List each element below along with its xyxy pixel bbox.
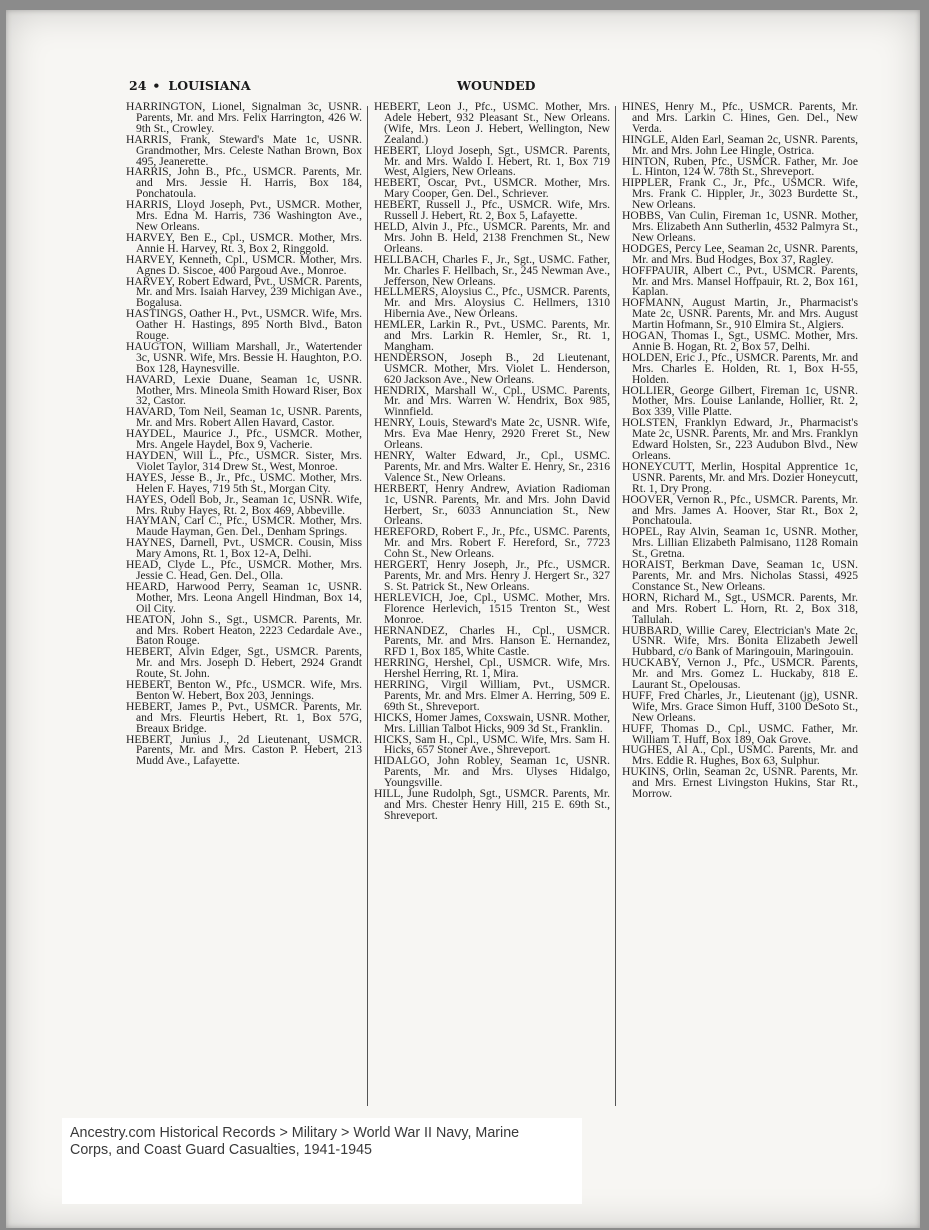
casualty-entry: HEBERT, Russell J., Pfc., USMCR. Wife, Mrs. Russell J. Hebert, Rt. 2, Box 5, Lafayette. xyxy=(374,198,610,223)
casualty-entry: HERGERT, Henry Joseph, Jr., Pfc., USMCR. Parents, Mr. and Mrs. Henry J. Hergert Sr., 327 S. St. Patrick St., New Orleans. xyxy=(374,558,610,593)
casualty-entry: HENRY, Walter Edward, Jr., Cpl., USMC. Parents, Mr. and Mrs. Walter E. Henry, Sr., 2316 Valence St., New Orleans. xyxy=(374,449,610,484)
casualty-entry: HARVEY, Robert Edward, Pvt., USMCR. Parents, Mr. and Mrs. Isaiah Harvey, 239 Michigan Ave., Bogalusa. xyxy=(126,274,362,310)
column-3 xyxy=(622,102,858,1112)
source-caption xyxy=(62,1118,582,1204)
casualty-entry: HELLMERS, Aloysius C., Pfc., USMCR. Parents, Mr. and Mrs. Aloysius C. Hellmers, 1310 Hibernia Ave., New Orleans. xyxy=(374,285,610,321)
casualty-entry: HEREFORD, Robert F., Jr., Pfc., USMC. Parents, Mr. and Mrs. Robert F. Hereford, Sr., 7723 Cohn St., New Orleans. xyxy=(374,525,610,561)
casualty-entry: HARVEY, Kenneth, Cpl., USMCR. Mother, Mrs. Agnes D. Siscoe, 400 Pargoud Ave., Monroe. xyxy=(126,252,362,277)
casualty-entry: HOBBS, Van Culin, Fireman 1c, USNR. Mother, Mrs. Elizabeth Ann Sutherlin, 4532 Palmyra St., New Orleans. xyxy=(622,209,858,244)
casualty-entry: HILL, June Rudolph, Sgt., USMCR. Parents, Mr. and Mrs. Chester Henry Hill, 215 E. 69th St., Shreveport. xyxy=(374,787,610,822)
casualty-entry: HEBERT, Junius J., 2d Lieutenant, USMCR. Parents, Mr. and Mrs. Caston P. Hebert, 213 Mudd Ave., Lafayette. xyxy=(126,732,362,768)
casualty-entry: HENDRIX, Marshall W., Cpl., USMC. Parents, Mr. and Mrs. Warren W. Hendrix, Box 985, Winnfield. xyxy=(374,383,610,419)
casualty-entry: HONEYCUTT, Merlin, Hospital Apprentice 1c, USNR. Parents, Mr. and Mrs. Dozier Honeycutt, Rt. 1, Dry Prong. xyxy=(622,459,858,495)
casualty-entry: HUKINS, Orlin, Seaman 2c, USNR. Parents, Mr. and Mrs. Ernest Livingston Hukins, Star Rt., Morrow. xyxy=(622,765,858,801)
casualty-entry: HOOVER, Vernon R., Pfc., USMCR. Parents, Mr. and Mrs. James A. Hoover, Star Rt., Box 2, Ponchatoula. xyxy=(622,492,858,528)
casualty-entry: HINGLE, Alden Earl, Seaman 2c, USNR. Parents, Mr. and Mrs. John Lee Hingle, Ostrica. xyxy=(622,132,858,157)
casualty-entry: HEBERT, Benton W., Pfc., USMCR. Wife, Mrs. Benton W. Hebert, Box 203, Jennings. xyxy=(126,678,362,702)
casualty-entry: HARRIS, John B., Pfc., USMCR. Parents, Mr. and Mrs. Jessie H. Harris, Box 184, Ponchatoula. xyxy=(126,165,362,201)
section-heading: WOUNDED xyxy=(457,78,536,93)
column-divider xyxy=(615,106,616,1106)
casualty-entry: HUBBARD, Willie Carey, Electrician's Mate 2c, USNR. Wife, Mrs. Bonita Elizabeth Jewell Hubbard, c/o Bank of Maringouin, Maringouin. xyxy=(622,623,858,659)
casualty-entry: HIPPLER, Frank C., Jr., Pfc., USMCR. Wife, Mrs. Frank C. Hippler, Jr., 3023 Burdette St., New Orleans. xyxy=(622,176,858,212)
casualty-entry: HIDALGO, John Robley, Seaman 1c, USNR. Parents, Mr. and Mrs. Ulyses Hidalgo, Youngsville. xyxy=(374,754,610,790)
casualty-entry: HERRING, Hershel, Cpl., USMCR. Wife, Mrs. Hershel Herring, Rt. 1, Mira. xyxy=(374,656,610,681)
casualty-entry: HASTINGS, Oather H., Pvt., USMCR. Wife, Mrs. Oather H. Hastings, 895 North Blvd., Baton Rouge. xyxy=(126,307,362,343)
column-2 xyxy=(374,102,610,1112)
casualty-entry: HUFF, Thomas D., Cpl., USMC. Father, Mr. William T. Huff, Box 189, Oak Grove. xyxy=(622,721,858,746)
casualty-entry: HARVEY, Ben E., Cpl., USMCR. Mother, Mrs. Annie H. Harvey, Rt. 3, Box 2, Ringgold. xyxy=(126,230,362,255)
casualty-entry: HUGHES, Al A., Cpl., USMC. Parents, Mr. and Mrs. Eddie R. Hughes, Box 63, Sulphur. xyxy=(622,743,858,768)
casualty-entry: HARRIS, Frank, Steward's Mate 1c, USNR. Grandmother, Mrs. Celeste Nathan Brown, Box 495, Jeanerette. xyxy=(126,132,362,168)
casualty-entry: HAVARD, Lexie Duane, Seaman 1c, USNR. Mother, Mrs. Mineola Smith Howard Riser, Box 32, Castor. xyxy=(126,372,362,408)
casualty-entry: HARRINGTON, Lionel, Signalman 3c, USNR. Parents, Mr. and Mrs. Felix Harrington, 426 W. 9th St., Crowley. xyxy=(126,102,362,135)
casualty-entry: HEBERT, Lloyd Joseph, Sgt., USMCR. Parents, Mr. and Mrs. Waldo I. Hebert, Rt. 1, Box 719 West, Algiers, New Orleans. xyxy=(374,143,610,179)
state-name: LOUISIANA xyxy=(168,78,251,93)
casualty-entry: HORAIST, Berkman Dave, Seaman 1c, USN. Parents, Mr. and Mrs. Nicholas Stassi, 4925 Constance St., New Orleans. xyxy=(622,558,858,593)
caption-breadcrumb-line-1[interactable]: Ancestry.com Historical Records > Military > World War II Navy, Marine xyxy=(70,1125,520,1141)
page-number: 24 xyxy=(129,78,147,93)
casualty-entry: HEBERT, James P., Pvt., USMCR. Parents, Mr. and Mrs. Fleurtis Hebert, Rt. 1, Box 57G, Breaux Bridge. xyxy=(126,699,362,735)
casualty-entry: HOPEL, Ray Alvin, Seaman 1c, USNR. Mother, Mrs. Lillian Elizabeth Palmisano, 1128 Romain St., Gretna. xyxy=(622,525,858,561)
casualty-entry: HINTON, Ruben, Pfc., USMCR. Father, Mr. Joe L. Hinton, 124 W. 78th St., Shreveport. xyxy=(622,154,858,179)
casualty-entry: HERRING, Virgil William, Pvt., USMCR. Parents, Mr. and Mrs. Elmer A. Herring, 509 E. 69th St., Shreveport. xyxy=(374,678,610,713)
casualty-entry: HAVARD, Tom Neil, Seaman 1c, USNR. Parents, Mr. and Mrs. Robert Allen Havard, Castor. xyxy=(126,405,362,430)
casualty-entry: HAYES, Jesse B., Jr., Pfc., USMC. Mother, Mrs. Helen F. Hayes, 719 5th St., Morgan City. xyxy=(126,470,362,495)
casualty-entry: HODGES, Percy Lee, Seaman 2c, USNR. Parents, Mr. and Mrs. Bud Hodges, Box 37, Ragley. xyxy=(622,241,858,266)
casualty-entry: HERLEVICH, Joe, Cpl., USMC. Mother, Mrs. Florence Herlevich, 1515 Trenton St., West Monroe. xyxy=(374,590,610,626)
casualty-entry: HAUGTON, William Marshall, Jr., Watertender 3c, USNR. Wife, Mrs. Bessie H. Haughton, P.O. Box 128, Haynesville. xyxy=(126,339,362,375)
casualty-entry: HEMLER, Larkin R., Pvt., USMC. Parents, Mr. and Mrs. Larkin R. Hemler, Sr., Rt. 1, Mangham. xyxy=(374,318,610,353)
casualty-entry: HAYDEL, Maurice J., Pfc., USMCR. Mother, Mrs. Angele Haydel, Box 9, Vacherie. xyxy=(126,427,362,452)
casualty-entry: HAYES, Odell Bob, Jr., Seaman 1c, USNR. Wife, Mrs. Ruby Hayes, Rt. 2, Box 469, Abbeville. xyxy=(126,492,362,517)
casualty-entry: HINES, Henry M., Pfc., USMCR. Parents, Mr. and Mrs. Larkin C. Hines, Gen. Del., New Verda. xyxy=(622,102,858,135)
casualty-entry: HEAD, Clyde L., Pfc., USMCR. Mother, Mrs. Jessie C. Head, Gen. Del., Olla. xyxy=(126,558,362,582)
casualty-entry: HOLDEN, Eric J., Pfc., USMCR. Parents, Mr. and Mrs. Charles E. Holden, Rt. 1, Box H-55, Holden. xyxy=(622,350,858,386)
casualty-entry: HUCKABY, Vernon J., Pfc., USMCR. Parents, Mr. and Mrs. Gomez L. Huckaby, 818 E. Laurant St., Opelousas. xyxy=(622,656,858,692)
casualty-entry: HEBERT, Alvin Edger, Sgt., USMCR. Parents, Mr. and Mrs. Joseph D. Hebert, 2924 Grandt Route, St. John. xyxy=(126,645,362,681)
bullet-separator: • xyxy=(152,78,161,93)
casualty-entry: HOLLIER, George Gilbert, Fireman 1c, USNR. Mother, Mrs. Louise Lanlande, Hollier, Rt. 2, Box 339, Ville Platte. xyxy=(622,383,858,419)
casualty-entry: HERNANDEZ, Charles H., Cpl., USMCR. Parents, Mr. and Mrs. Hanson E. Hernandez, RFD 1, Box 185, White Castle. xyxy=(374,623,610,659)
casualty-entry: HEARD, Harwood Perry, Seaman 1c, USNR. Mother, Mrs. Leona Angell Hindman, Box 14, Oil City. xyxy=(126,579,362,615)
casualty-entry: HOFMANN, August Martin, Jr., Pharmacist's Mate 2c, USNR. Parents, Mr. and Mrs. August Martin Hofmann, Sr., 910 Elmira St., Algiers. xyxy=(622,296,858,332)
casualty-entry: HELD, Alvin J., Pfc., USMCR. Parents, Mr. and Mrs. John B. Held, 2138 Frenchmen St., New Orleans. xyxy=(374,219,610,255)
casualty-entry: HEBERT, Leon J., Pfc., USMC. Mother, Mrs. Adele Hebert, 932 Pleasant St., New Orleans. (Wife, Mrs. Leon J. Hebert, Wellington, New Zealand.) xyxy=(374,102,610,146)
casualty-entry: HOFFPAUIR, Albert C., Pvt., USMCR. Parents, Mr. and Mrs. Mansel Hoffpauir, Rt. 2, Box 161, Kaplan. xyxy=(622,263,858,299)
column-1 xyxy=(126,102,362,1112)
casualty-entry: HEBERT, Oscar, Pvt., USMCR. Mother, Mrs. Mary Cooper, Gen. Del., Schriever. xyxy=(374,176,610,201)
casualty-entry: HOGAN, Thomas I., Sgt., USMC. Mother, Mrs. Annie B. Hogan, Rt. 2, Box 57, Delhi. xyxy=(622,329,858,353)
casualty-entry: HICKS, Homer James, Coxswain, USNR. Mother, Mrs. Lillian Talbot Hicks, 909 3d St., Franklin. xyxy=(374,710,610,735)
casualty-entry: HAYDEN, Will L., Pfc., USMCR. Sister, Mrs. Violet Taylor, 314 Drew St., West, Monroe. xyxy=(126,449,362,473)
casualty-entry: HENDERSON, Joseph B., 2d Lieutenant, USMCR. Mother, Mrs. Violet L. Henderson, 620 Jackson Ave., New Orleans. xyxy=(374,350,610,386)
document-page xyxy=(6,10,920,1228)
casualty-entry: HUFF, Fred Charles, Jr., Lieutenant (jg), USNR. Wife, Mrs. Grace Simon Huff, 3100 DeSoto St., New Orleans. xyxy=(622,688,858,724)
casualty-entry: HICKS, Sam H., Cpl., USMC. Wife, Mrs. Sam H. Hicks, 657 Stoner Ave., Shreveport. xyxy=(374,732,610,757)
caption-breadcrumb-line-2[interactable]: Corps, and Coast Guard Casualties, 1941-1945 xyxy=(70,1142,373,1158)
page-number-header xyxy=(129,78,251,93)
casualty-entry: HAYMAN, Carl C., Pfc., USMCR. Mother, Mrs. Maude Hayman, Gen. Del., Denham Springs. xyxy=(126,514,362,539)
casualty-entry: HAYNES, Darnell, Pvt., USMCR. Cousin, Miss Mary Amons, Rt. 1, Box 12-A, Delhi. xyxy=(126,536,362,561)
casualty-entry: HERBERT, Henry Andrew, Aviation Radioman 1c, USNR. Parents, Mr. and Mrs. John David Herbert, Sr., 6033 Annunciation St., New Orleans. xyxy=(374,481,610,528)
casualty-entry: HORN, Richard M., Sgt., USMCR. Parents, Mr. and Mrs. Robert L. Horn, Rt. 2, Box 318, Tallulah. xyxy=(622,590,858,626)
column-divider xyxy=(367,106,368,1106)
casualty-entry: HENRY, Louis, Steward's Mate 2c, USNR. Wife, Mrs. Eva Mae Henry, 2920 Freret St., New Orleans. xyxy=(374,416,610,452)
casualty-entry: HOLSTEN, Franklyn Edward, Jr., Pharmacist's Mate 2c, USNR. Parents, Mr. and Mrs. Franklyn Edward Holsten, Sr., 223 Audubon Blvd., New Orleans. xyxy=(622,416,858,462)
casualty-entry: HELLBACH, Charles F., Jr., Sgt., USMC. Father, Mr. Charles F. Hellbach, Sr., 245 Newman Ave., Jefferson, New Orleans. xyxy=(374,252,610,288)
casualty-entry: HARRIS, Lloyd Joseph, Pvt., USMCR. Mother, Mrs. Edna M. Harris, 736 Washington Ave., New Orleans. xyxy=(126,198,362,233)
casualty-entry: HEATON, John S., Sgt., USMCR. Parents, Mr. and Mrs. Robert Heaton, 2223 Cedardale Ave., Baton Rouge. xyxy=(126,612,362,648)
